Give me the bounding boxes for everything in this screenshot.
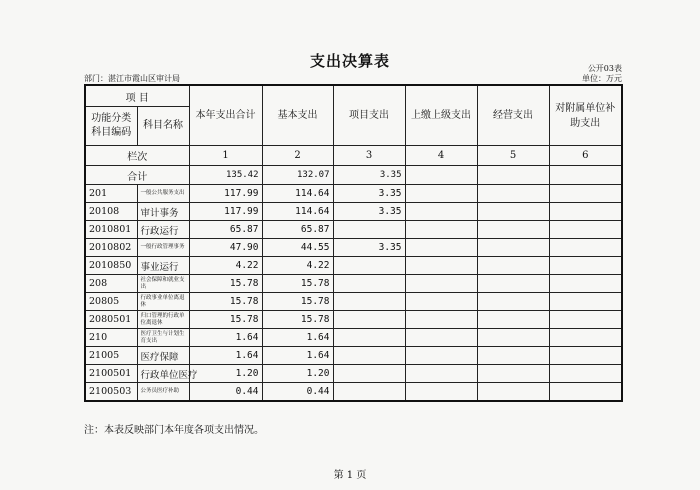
table-row <box>85 383 622 402</box>
table-row <box>85 329 622 347</box>
amount-cell: 1.64 <box>262 347 333 365</box>
amount-cell <box>405 329 477 347</box>
amount-cell <box>477 329 549 347</box>
column-header-total: 本年支出合计 <box>189 85 262 146</box>
seq-number: 5 <box>477 146 549 166</box>
amount-cell: 15.78 <box>262 311 333 329</box>
amount-cell: 114.64 <box>262 203 333 221</box>
column-header-project: 项目支出 <box>333 85 405 146</box>
amount-cell: 15.78 <box>189 275 262 293</box>
amount-cell <box>405 203 477 221</box>
expenditure-table <box>84 84 623 402</box>
amount-cell <box>333 293 405 311</box>
amount-cell <box>477 311 549 329</box>
amount-cell: 1.64 <box>262 329 333 347</box>
amount-cell <box>333 275 405 293</box>
amount-cell <box>405 293 477 311</box>
amount-cell <box>549 185 622 203</box>
amount-cell <box>549 329 622 347</box>
amount-cell <box>333 257 405 275</box>
column-header-remit: 上缴上级支出 <box>405 85 477 146</box>
amount-cell: 0.44 <box>262 383 333 402</box>
amount-cell: 15.78 <box>262 293 333 311</box>
page-number: 第 1 页 <box>333 470 367 481</box>
subject-name-cell: 社会保障和就业支出 <box>137 275 189 293</box>
amount-cell <box>477 275 549 293</box>
amount-cell: 1.64 <box>189 347 262 365</box>
subject-name-cell: 审计事务 <box>137 203 189 221</box>
amount-cell <box>477 365 549 383</box>
amount-cell <box>549 203 622 221</box>
amount-cell <box>549 311 622 329</box>
subject-name-header: 科目名称 <box>137 107 189 146</box>
subject-name-cell: 行政事业单位离退休 <box>137 293 189 311</box>
amount-cell <box>333 329 405 347</box>
amount-cell <box>405 185 477 203</box>
amount-cell <box>405 257 477 275</box>
amount-cell <box>333 221 405 239</box>
amount-cell <box>333 311 405 329</box>
amount-cell <box>549 257 622 275</box>
amount-cell: 65.87 <box>189 221 262 239</box>
func-class-header: 功能分类科目编码 <box>85 107 137 146</box>
amount-cell <box>549 365 622 383</box>
amount-cell <box>477 221 549 239</box>
amount-cell: 65.87 <box>262 221 333 239</box>
column-header-business: 经营支出 <box>477 85 549 146</box>
table-row <box>85 221 622 239</box>
amount-cell: 1.20 <box>189 365 262 383</box>
table-row <box>85 293 622 311</box>
amount-cell <box>477 293 549 311</box>
amount-cell: 4.22 <box>189 257 262 275</box>
amount-cell <box>549 293 622 311</box>
amount-cell <box>333 365 405 383</box>
seq-number: 4 <box>405 146 477 166</box>
subject-name-cell: 公务员医疗补助 <box>137 383 189 402</box>
amount-cell: 3.35 <box>333 203 405 221</box>
amount-cell <box>477 239 549 257</box>
amount-cell: 117.99 <box>189 203 262 221</box>
amount-cell: 4.22 <box>262 257 333 275</box>
subject-code-cell: 2100503 <box>85 383 137 402</box>
amount-cell <box>549 275 622 293</box>
amount-cell <box>333 347 405 365</box>
unit-label: 单位：万元 <box>582 74 622 83</box>
seq-number: 6 <box>549 146 622 166</box>
subject-code-cell: 201 <box>85 185 137 203</box>
total-cell: 132.07 <box>262 166 333 185</box>
seq-number: 2 <box>262 146 333 166</box>
subject-name-cell: 医疗保障 <box>137 347 189 365</box>
subject-code-cell: 2100501 <box>85 365 137 383</box>
subject-code-cell: 208 <box>85 275 137 293</box>
amount-cell <box>405 347 477 365</box>
amount-cell: 3.35 <box>333 185 405 203</box>
subject-name-cell: 事业运行 <box>137 257 189 275</box>
amount-cell <box>477 383 549 402</box>
amount-cell <box>549 347 622 365</box>
seq-number: 1 <box>189 146 262 166</box>
subject-code-cell: 210 <box>85 329 137 347</box>
amount-cell <box>405 275 477 293</box>
amount-cell <box>477 347 549 365</box>
amount-cell: 3.35 <box>333 239 405 257</box>
subject-name-cell: 一般行政管理事务 <box>137 239 189 257</box>
subject-code-cell: 21005 <box>85 347 137 365</box>
subject-name-cell: 行政运行 <box>137 221 189 239</box>
column-header-basic: 基本支出 <box>262 85 333 146</box>
amount-cell <box>549 383 622 402</box>
subject-name-cell: 行政单位医疗 <box>137 365 189 383</box>
form-number: 公开03表 <box>587 64 622 73</box>
table-row <box>85 347 622 365</box>
total-cell: 135.42 <box>189 166 262 185</box>
subject-code-cell: 20805 <box>85 293 137 311</box>
amount-cell: 117.99 <box>189 185 262 203</box>
amount-cell: 47.90 <box>189 239 262 257</box>
amount-cell <box>405 311 477 329</box>
amount-cell <box>549 239 622 257</box>
amount-cell: 0.44 <box>189 383 262 402</box>
subject-name-cell: 医疗卫生与计划生育支出 <box>137 329 189 347</box>
amount-cell <box>333 383 405 402</box>
amount-cell <box>405 239 477 257</box>
table-note: 注：本表反映部门本年度各项支出情况。 <box>84 425 264 436</box>
seq-label: 栏次 <box>85 146 189 166</box>
amount-cell: 44.55 <box>262 239 333 257</box>
amount-cell <box>549 221 622 239</box>
amount-cell <box>477 185 549 203</box>
amount-cell: 15.78 <box>262 275 333 293</box>
table-row <box>85 257 622 275</box>
subject-name-cell: 归口管理的行政单位离退休 <box>137 311 189 329</box>
table-row <box>85 185 622 203</box>
page-title: 支出决算表 <box>309 52 390 70</box>
table-row <box>85 311 622 329</box>
table-row <box>85 365 622 383</box>
amount-cell <box>477 203 549 221</box>
total-cell <box>477 166 549 185</box>
total-cell: 3.35 <box>333 166 405 185</box>
amount-cell: 114.64 <box>262 185 333 203</box>
department-label: 部门：湛江市霞山区审计局 <box>84 74 180 83</box>
amount-cell: 1.64 <box>189 329 262 347</box>
project-header: 项 目 <box>85 85 189 107</box>
amount-cell <box>405 365 477 383</box>
total-label: 合计 <box>85 166 189 185</box>
subject-code-cell: 2080501 <box>85 311 137 329</box>
amount-cell: 1.20 <box>262 365 333 383</box>
subject-code-cell: 2010802 <box>85 239 137 257</box>
amount-cell: 15.78 <box>189 311 262 329</box>
subject-code-cell: 20108 <box>85 203 137 221</box>
subject-code-cell: 2010850 <box>85 257 137 275</box>
table-row <box>85 239 622 257</box>
total-cell <box>405 166 477 185</box>
total-cell <box>549 166 622 185</box>
column-header-subsidy: 对附属单位补助支出 <box>549 85 622 146</box>
amount-cell <box>405 383 477 402</box>
seq-number: 3 <box>333 146 405 166</box>
subject-name-cell: 一般公共服务支出 <box>137 185 189 203</box>
table-row <box>85 203 622 221</box>
amount-cell <box>405 221 477 239</box>
table-row <box>85 275 622 293</box>
subject-code-cell: 2010801 <box>85 221 137 239</box>
amount-cell: 15.78 <box>189 293 262 311</box>
amount-cell <box>477 257 549 275</box>
